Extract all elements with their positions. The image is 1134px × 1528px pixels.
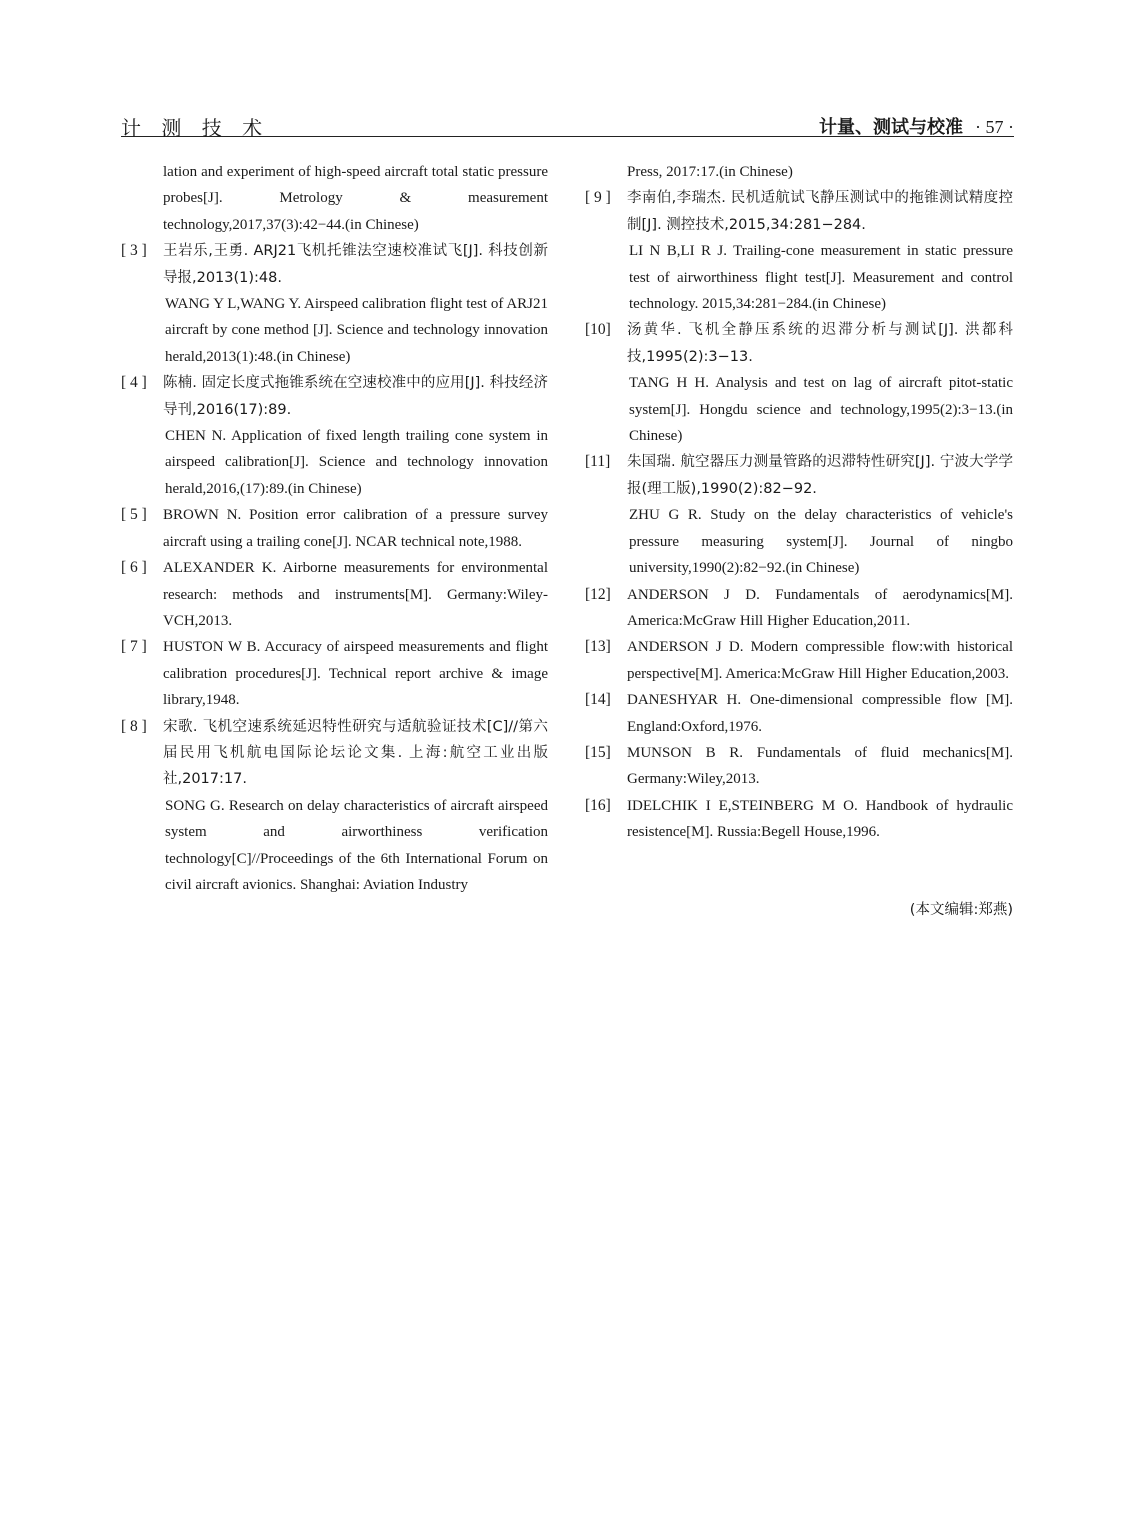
references-right-column [585, 159, 1013, 846]
editor-note: (本文编辑:郑燕) [909, 902, 1013, 918]
reference-number: [ 9 ] [585, 189, 611, 207]
reference-item [121, 159, 548, 238]
reference-text-english: DANESHYAR H. One-dimensional compressible flow [M]. England:Oxford,1976. [627, 692, 1013, 735]
page-number: · 57 · [975, 117, 1014, 137]
reference-text-chinese: 朱国瑞. 航空器压力测量管路的迟滞特性研究[J]. 宁波大学学报(理工版),1990(2):82−92. [627, 454, 1013, 497]
reference-item [585, 740, 1013, 793]
reference-number: [15] [585, 743, 611, 761]
journal-title: 计 测 技 术 [121, 116, 270, 140]
reference-text-chinese: 王岩乐,王勇. ARJ21飞机托锥法空速校准试飞[J]. 科技创新导报,2013(1):48. [163, 243, 548, 286]
reference-item [585, 159, 1013, 185]
reference-number: [13] [585, 638, 611, 656]
reference-item [585, 582, 1013, 635]
reference-number: [ 5 ] [121, 506, 147, 524]
reference-text-english: TANG H H. Analysis and test on lag of aircraft pitot-static system[J]. Hongdu science and technology,1995(2):3−13.(in Chinese) [629, 375, 1013, 445]
section-name: 计量、测试与校准 [819, 117, 963, 138]
running-header [121, 110, 1014, 140]
reference-text-english: Press, 2017:17.(in Chinese) [627, 164, 793, 180]
reference-item [585, 449, 1013, 581]
reference-text-english: MUNSON B R. Fundamentals of fluid mechanics[M]. Germany:Wiley,2013. [627, 744, 1013, 788]
reference-number: [ 6 ] [121, 559, 147, 577]
reference-number: [11] [585, 453, 611, 471]
references-left-column [121, 159, 548, 898]
reference-item [585, 793, 1013, 846]
reference-item [585, 687, 1013, 740]
reference-item [121, 370, 548, 502]
reference-number: [16] [585, 796, 611, 814]
reference-item [121, 555, 548, 634]
reference-text-english: lation and experiment of high-speed aircraft total static pressure probes[J]. Metrology & measurement technology,2017,37(3):42−44.(in Chinese) [163, 164, 548, 233]
reference-item [585, 634, 1013, 687]
reference-text-chinese: 汤黄华. 飞机全静压系统的迟滞分析与测试[J]. 洪都科技,1995(2):3−13. [627, 322, 1013, 365]
reference-number: [14] [585, 691, 611, 709]
reference-number: [ 8 ] [121, 717, 147, 735]
reference-item [585, 317, 1013, 449]
reference-number: [12] [585, 585, 611, 603]
reference-number: [ 4 ] [121, 374, 147, 392]
reference-text-chinese: 宋歌. 飞机空速系统延迟特性研究与适航验证技术[C]//第六届民用飞机航电国际论坛论文集. 上海:航空工业出版社,2017:17. [163, 718, 548, 788]
reference-text-english: SONG G. Research on delay characteristics of aircraft airspeed system and airworthiness verification technology[C]//Proceedings of the 6th International Forum on civil aircraft avionics. Shanghai: Aviation Industry [165, 797, 548, 893]
reference-item [121, 502, 548, 555]
reference-text-english: IDELCHIK I E,STEINBERG M O. Handbook of hydraulic resistence[M]. Russia:Begell House,1996. [627, 797, 1013, 841]
reference-item [585, 185, 1013, 317]
reference-text-english: HUSTON W B. Accuracy of airspeed measurements and flight calibration procedures[J]. Technical report archive & image library,1948. [163, 639, 548, 709]
reference-text-english: CHEN N. Application of fixed length trailing cone system in airspeed calibration[J]. Science and technology innovation herald,2016,(17):89.(in Chinese) [165, 428, 548, 497]
reference-number: [10] [585, 321, 611, 339]
reference-text-english: ANDERSON J D. Fundamentals of aerodynamics[M]. America:McGraw Hill Higher Education,2011. [627, 586, 1013, 629]
reference-item [121, 238, 548, 370]
reference-item [121, 634, 548, 713]
reference-text-english: LI N B,LI R J. Trailing-cone measurement in static pressure test of airworthiness flight test[J]. Measurement and control technology. 2015,34:281−284.(in Chinese) [629, 243, 1013, 313]
reference-text-english: BROWN N. Position error calibration of a pressure survey aircraft using a trailing cone[J]. NCAR technical note,1988. [163, 507, 548, 550]
reference-text-english: ANDERSON J D. Modern compressible flow:with historical perspective[M]. America:McGraw Hill Higher Education,2003. [627, 639, 1013, 682]
reference-text-english: WANG Y L,WANG Y. Airspeed calibration flight test of ARJ21 aircraft by cone method [J]. Science and technology innovation herald,2013(1):48.(in Chinese) [165, 296, 548, 365]
reference-text-english: ZHU G R. Study on the delay characteristics of vehicle's pressure measuring system[J]. Journal of ningbo university,1990(2):82−92.(in Chinese) [629, 507, 1013, 577]
reference-text-chinese: 陈楠. 固定长度式拖锥系统在空速校准中的应用[J]. 科技经济导刊,2016(17):89. [163, 375, 548, 418]
reference-text-chinese: 李南伯,李瑞杰. 民机适航试飞静压测试中的拖锥测试精度控制[J]. 测控技术,2015,34:281−284. [627, 190, 1013, 233]
reference-number: [ 7 ] [121, 638, 147, 656]
section-title [819, 113, 1014, 139]
reference-number: [ 3 ] [121, 242, 147, 260]
reference-text-english: ALEXANDER K. Airborne measurements for environmental research: methods and instruments[M]. Germany:Wiley-VCH,2013. [163, 560, 548, 629]
reference-item [121, 714, 548, 899]
